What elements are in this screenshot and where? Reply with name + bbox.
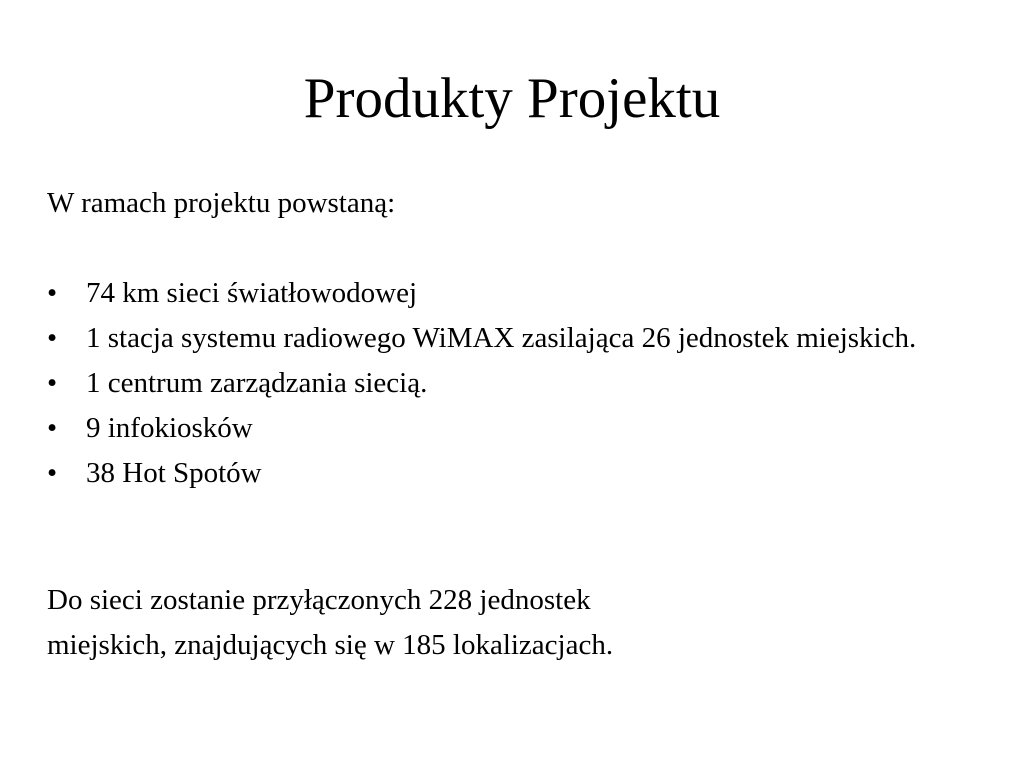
bullet-icon: • [47,277,58,309]
bullet-icon: • [47,457,58,489]
intro-text: W ramach projektu powstaną: [47,187,396,219]
bullet-item [47,365,947,401]
outro-line: miejskich, znajdujących się w 185 lokalizacjach. [47,629,614,661]
bullet-list [47,275,947,500]
bullet-item [47,410,947,446]
bullet-item [47,320,947,356]
bullet-item [47,455,947,491]
bullet-text: 38 Hot Spotów [86,457,262,489]
bullet-icon: • [47,412,58,444]
bullet-text: 9 infokiosków [86,412,253,444]
bullet-icon: • [47,367,58,399]
bullet-text: 1 centrum zarządzania siecią. [86,367,428,399]
bullet-text: 74 km sieci światłowodowej [86,277,418,309]
bullet-text: 1 stacja systemu radiowego WiMAX zasilająca 26 jednostek miejskich. [86,322,917,354]
outro-text [47,582,613,672]
bullet-item [47,275,947,311]
slide-title: Produkty Projektu [303,67,721,130]
outro-line: Do sieci zostanie przyłączonych 228 jednostek [47,584,591,616]
bullet-icon: • [47,322,58,354]
